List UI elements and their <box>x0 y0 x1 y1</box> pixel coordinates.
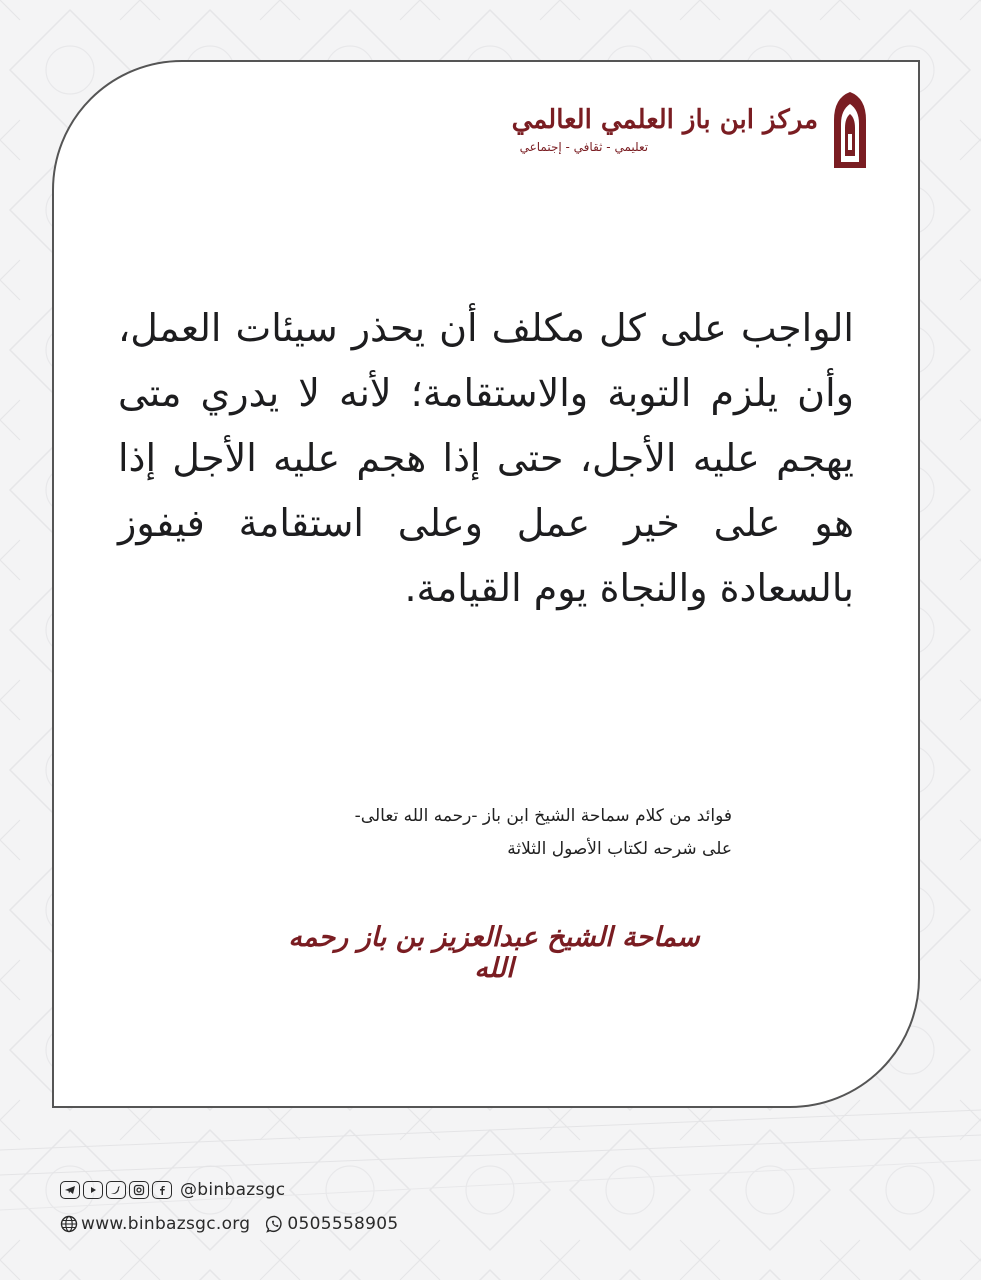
contact-row <box>60 1212 399 1236</box>
center-logo <box>512 90 870 170</box>
logo-tagline: تعليمي - ثقافي - إجتماعي <box>519 140 649 155</box>
source-line-2: على شرحه لكتاب الأصول الثلاثة <box>507 839 732 859</box>
source-line-1: فوائد من كلام سماحة الشيخ ابن باز -رحمه الله تعالى- <box>354 806 732 826</box>
logo-name: مركز ابن باز العلمي العالمي <box>511 104 818 135</box>
footer <box>60 1178 399 1246</box>
quote-card <box>52 60 920 1108</box>
telegram-icon[interactable] <box>60 1181 80 1199</box>
phone-number[interactable]: 0505558905 <box>287 1214 399 1234</box>
facebook-icon[interactable] <box>152 1181 172 1199</box>
calligraphy-signature: سماحة الشيخ عبدالعزيز بن باز رحمه الله <box>288 922 700 984</box>
social-handle[interactable]: @binbazsgc <box>180 1180 286 1200</box>
twitter-icon[interactable] <box>106 1181 126 1199</box>
globe-icon <box>60 1215 78 1233</box>
website-link[interactable]: www.binbazsgc.org <box>81 1214 251 1234</box>
quote-text: الواجب على كل مكلف أن يحذر سيئات العمل، وأن يلزم التوبة والاستقامة؛ لأنه لا يدري متى يهجم عليه الأجل، حتى إذا هجم عليه الأجل إذا هو على خير عمل وعلى استقامة فيفوز بالسعادة والنجاة يوم القيامة. <box>118 306 854 610</box>
social-icons <box>60 1181 172 1199</box>
whatsapp-icon <box>266 1215 284 1233</box>
youtube-icon[interactable] <box>83 1181 103 1199</box>
instagram-icon[interactable] <box>129 1181 149 1199</box>
mosque-arch-icon <box>830 90 870 170</box>
social-row <box>60 1178 399 1202</box>
quote-source <box>204 800 732 866</box>
